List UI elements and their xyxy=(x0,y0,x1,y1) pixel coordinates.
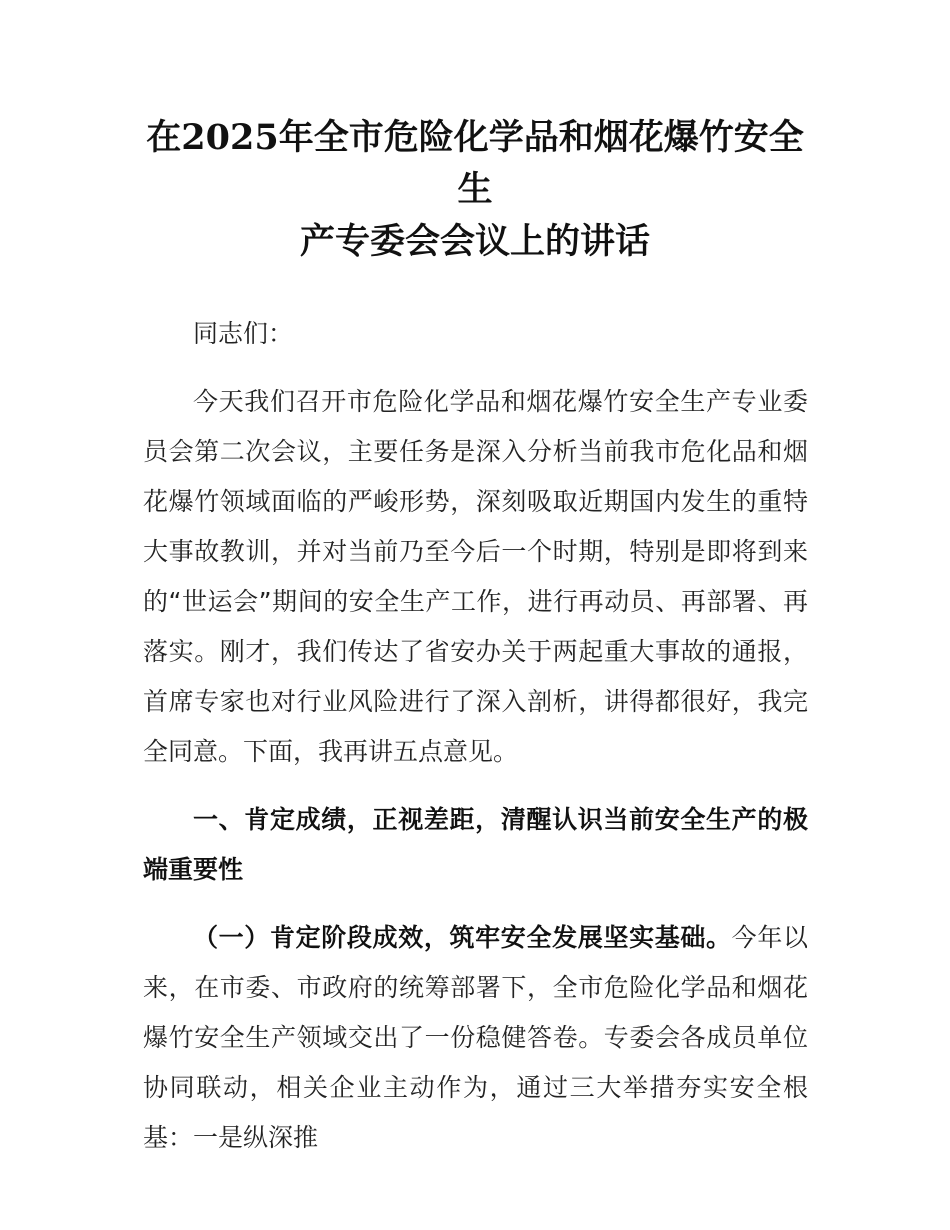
section-1-heading: 一、肯定成绩，正视差距，清醒认识当前安全生产的极端重要性 xyxy=(143,805,808,884)
subsection-1-heading: （一）肯定阶段成效，筑牢安全发展坚实基础。 xyxy=(193,923,732,952)
title-line-1: 在2025年全市危险化学品和烟花爆竹安全生 xyxy=(146,117,804,210)
document-body xyxy=(143,309,808,1163)
salutation: 同志们： xyxy=(193,319,294,348)
subsection-1-text: 今年以来，在市委、市政府的统筹部署下，全市危险化学品和烟花爆竹安全生产领域交出了一份稳健答卷。专委会各成员单位协同联动，相关企业主动作为，通过三大举措夯实安全根基：一是纵深推 xyxy=(143,923,808,1152)
title-line-2: 产专委会会议上的讲话 xyxy=(299,221,650,262)
subsection-1-paragraph xyxy=(143,913,808,1163)
intro-paragraph: 今天我们召开市危险化学品和烟花爆竹安全生产专业委员会第二次会议，主要任务是深入分析当前我市危化品和烟花爆竹领域面临的严峻形势，深刻吸取近期国内发生的重特大事故教训，并对当前乃至今后一个时期，特别是即将到来的“世运会”期间的安全生产工作，进行再动员、再部署、再落实。刚才，我们传达了省安办关于两起重大事故的通报，首席专家也对行业风险进行了深入剖析，讲得都很好，我完全同意。下面，我再讲五点意见。 xyxy=(143,387,808,766)
document-title xyxy=(130,112,820,268)
